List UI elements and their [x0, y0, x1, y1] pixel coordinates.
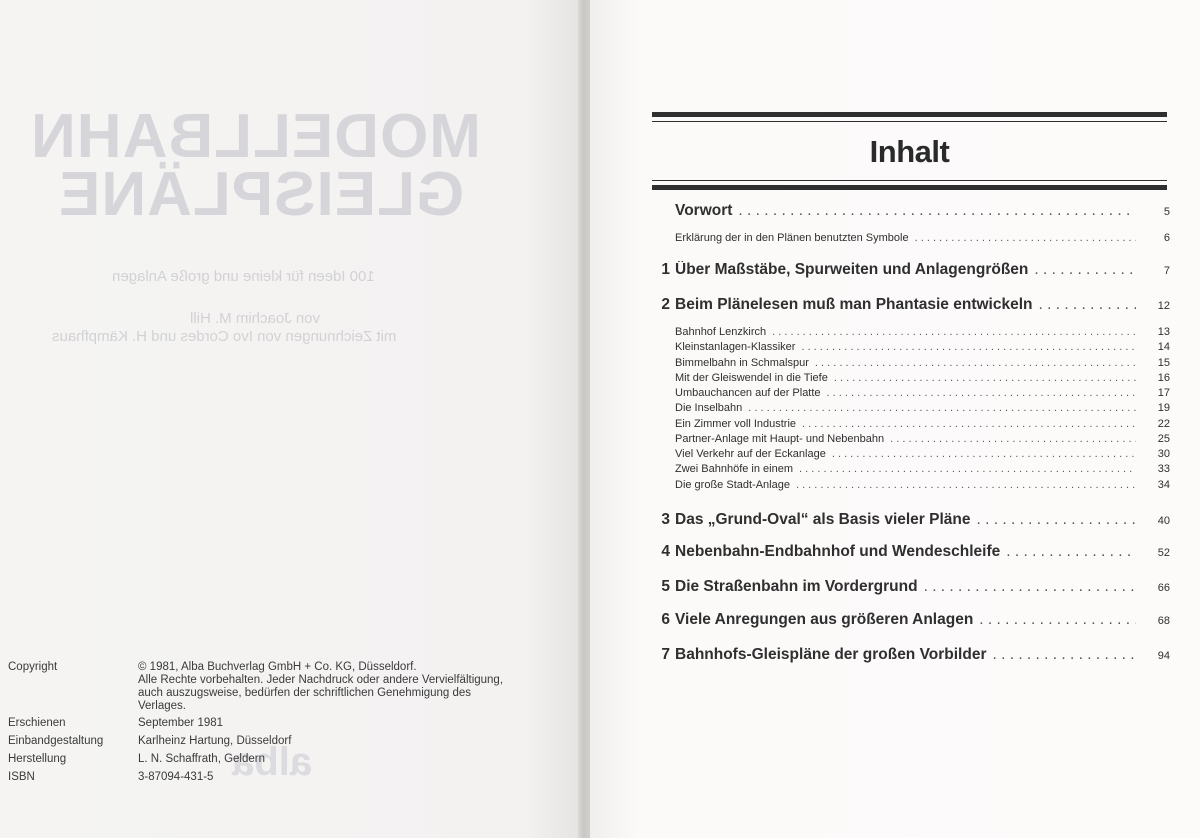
toc-entry-title: Viel Verkehr auf der Eckanlage	[675, 448, 826, 460]
toc-sub-entry	[650, 418, 1170, 430]
toc-entry-title: Mit der Gleiswendel in die Tiefe	[675, 372, 828, 384]
toc-chapter-number: 3	[661, 511, 670, 528]
toc-page-number: 68	[1157, 615, 1170, 627]
toc-entry-title: Bahnhofs-Gleispläne der großen Vorbilder	[675, 646, 987, 663]
toc-entry-title: Die große Stadt-Anlage	[675, 479, 790, 491]
toc-chapter-entry	[650, 611, 1170, 629]
toc-sub-entry	[650, 326, 1170, 338]
toc-entry-title: Partner-Anlage mit Haupt- und Nebenbahn	[675, 433, 885, 445]
toc-chapter-number: 7	[661, 646, 670, 663]
toc-page-number: 22	[1157, 418, 1170, 430]
toc-leader-dots	[799, 463, 1136, 475]
toc-leader-dots	[832, 448, 1136, 460]
toc-sub-entry	[650, 232, 1170, 244]
top-rule-thick	[652, 112, 1167, 117]
toc-page-number: 19	[1157, 402, 1170, 414]
toc-page-number: 12	[1157, 300, 1170, 312]
toc-page-number: 25	[1157, 433, 1170, 445]
toc-leader-dots	[924, 578, 1136, 596]
imprint-label: Erschienen	[8, 717, 66, 729]
toc-chapter-number: 6	[661, 611, 670, 628]
toc-leader-dots	[1038, 296, 1136, 314]
toc-entry-title: Über Maßstäbe, Spurweiten und Anlagengrößen	[675, 261, 1029, 278]
ghost-subtitle: 100 Ideen für kleine und große Anlagen	[112, 268, 375, 285]
mid-rule-thin	[652, 180, 1167, 181]
toc-leader-dots	[748, 402, 1136, 414]
toc-chapter-number: 1	[661, 261, 670, 278]
toc-chapter-number: 5	[661, 578, 670, 595]
toc-chapter-entry	[650, 578, 1170, 596]
toc-chapter-entry	[650, 511, 1170, 529]
toc-leader-dots	[802, 418, 1136, 430]
toc-chapter-entry	[650, 261, 1170, 279]
mid-rule-thick	[652, 185, 1167, 190]
toc-title: Inhalt	[869, 134, 950, 169]
toc-sub-entry	[650, 448, 1170, 460]
toc-chapter-entry	[650, 202, 1170, 220]
toc-entry-title: Bahnhof Lenzkirch	[675, 326, 767, 338]
toc-entry-title: Die Inselbahn	[675, 402, 743, 414]
toc-leader-dots	[890, 433, 1136, 445]
toc-sub-entry	[650, 357, 1170, 369]
toc-leader-dots	[796, 479, 1136, 491]
toc-page-number: 13	[1157, 326, 1170, 338]
ghost-illustrator: mit Zeichnungen von Ivo Cordes und H. Kämpfhaus	[52, 328, 397, 345]
ghost-publisher-logo: alba	[232, 740, 313, 784]
toc-leader-dots	[815, 357, 1136, 369]
toc-page-number: 94	[1157, 650, 1170, 662]
toc-sub-entry	[650, 402, 1170, 414]
toc-entry-title: Zwei Bahnhöfe in einem	[675, 463, 794, 475]
toc-leader-dots	[915, 232, 1136, 244]
toc-entry-title: Das „Grund-Oval“ als Basis vieler Pläne	[675, 511, 971, 528]
toc-page-number: 52	[1157, 547, 1170, 559]
toc-leader-dots	[979, 611, 1136, 629]
imprint-label: Copyright	[8, 661, 58, 673]
toc-entry-title: Nebenbahn-Endbahnhof und Wendeschleife	[675, 543, 1001, 560]
toc-entry-title: Beim Plänelesen muß man Phantasie entwickeln	[675, 296, 1033, 313]
toc-chapter-entry	[650, 543, 1170, 561]
toc-sub-entry	[650, 387, 1170, 399]
toc-entry-title: Erklärung der in den Plänen benutzten Symbole	[675, 232, 909, 244]
toc-page-number: 15	[1157, 357, 1170, 369]
toc-leader-dots	[834, 372, 1136, 384]
imprint-value: L. N. Schaffrath, Geldern	[138, 753, 265, 765]
toc-page-number: 30	[1157, 448, 1170, 460]
toc-page-number: 40	[1157, 515, 1170, 527]
imprint-label: Herstellung	[8, 753, 67, 765]
toc-sub-entry	[650, 433, 1170, 445]
toc-chapter-number: 2	[661, 296, 670, 313]
ghost-author: von Joachim M. Hill	[190, 310, 321, 327]
imprint-value: Karlheinz Hartung, Düsseldorf	[138, 735, 292, 747]
imprint-value: 3-87094-431-5	[138, 771, 214, 783]
toc-entry-title: Umbauchancen auf der Platte	[675, 387, 821, 399]
toc-leader-dots	[801, 341, 1136, 353]
toc-chapter-number: 4	[661, 543, 670, 560]
toc-leader-dots	[1034, 261, 1136, 279]
ghost-title-line2: GLEISPLÄNE	[58, 160, 465, 229]
toc-entry-title: Ein Zimmer voll Industrie	[675, 418, 797, 430]
imprint-label: Einbandgestaltung	[8, 735, 104, 747]
toc-page-number: 34	[1157, 479, 1170, 491]
toc-sub-entry	[650, 341, 1170, 353]
toc-page-number: 66	[1157, 582, 1170, 594]
toc-chapter-entry	[650, 296, 1170, 314]
toc-page-number: 5	[1163, 206, 1170, 218]
toc-entry-title: Vorwort	[675, 202, 733, 219]
top-rule-thin	[652, 121, 1167, 122]
toc-leader-dots	[977, 511, 1137, 529]
toc-sub-entry	[650, 372, 1170, 384]
toc-entry-title: Viele Anregungen aus größeren Anlagen	[675, 611, 974, 628]
ghost-title-line1: MODELLBAHN	[30, 102, 481, 171]
left-page	[0, 0, 582, 838]
toc-sub-entry	[650, 479, 1170, 491]
toc-leader-dots	[992, 646, 1136, 664]
toc-page-number: 14	[1157, 341, 1170, 353]
toc-page-number: 7	[1163, 265, 1170, 277]
toc-sub-entry	[650, 463, 1170, 475]
imprint-value: September 1981	[138, 717, 224, 729]
toc-leader-dots	[772, 326, 1136, 338]
toc-entry-title: Die Straßenbahn im Vordergrund	[675, 578, 918, 595]
toc-page-number: 16	[1157, 372, 1170, 384]
toc-page-number: 6	[1163, 232, 1170, 244]
imprint-label: ISBN	[8, 771, 35, 783]
toc-leader-dots	[1006, 543, 1136, 561]
toc-entry-title: Bimmelbahn in Schmalspur	[675, 357, 809, 369]
imprint-value: © 1981, Alba Buchverlag GmbH + Co. KG, Düsseldorf. Alle Rechte vorbehalten. Jeder Nachdruck oder andere Vervielfältigung, auch auszugsweise, bedürfen der schriftlichen Genehmigung des Verlages.	[138, 661, 504, 712]
toc-page-number: 17	[1157, 387, 1170, 399]
toc-entry-title: Kleinstanlagen-Klassiker	[675, 341, 796, 353]
toc-page-number: 33	[1157, 463, 1170, 475]
toc-chapter-entry	[650, 646, 1170, 664]
toc-leader-dots	[827, 387, 1136, 399]
toc-leader-dots	[738, 202, 1136, 220]
